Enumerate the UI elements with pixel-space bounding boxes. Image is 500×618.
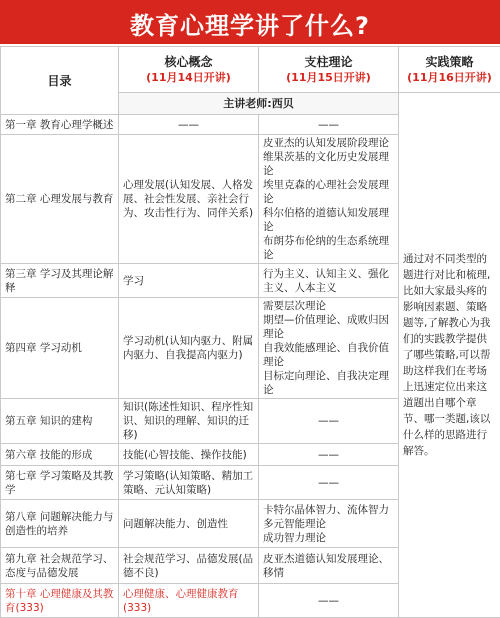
chapter-cell: 第二章 心理发展与教育 [1, 135, 119, 264]
teacher-label: 主讲老师:西贝 [119, 93, 399, 115]
theories-cell: 行为主义、认知主义、强化主义、人本主义 [259, 264, 399, 298]
theory-item: 需要层次理论 [263, 299, 394, 313]
concepts-cell: 心理健康、心理健康教育(333) [119, 584, 259, 618]
theory-item: 多元智能理论 [263, 517, 394, 531]
concepts-cell: 技能(心智技能、操作技能) [119, 444, 259, 466]
course-outline-table [0, 46, 500, 618]
header-row [1, 47, 500, 93]
theories-cell: —— [259, 399, 399, 444]
chapter-cell: 第一章 教育心理学概述 [1, 115, 119, 135]
theories-cell: —— [259, 444, 399, 466]
chapter-cell: 第六章 技能的形成 [1, 444, 119, 466]
contents-header: 目录 [1, 47, 119, 115]
concepts-cell: 学习 [119, 264, 259, 298]
column-header-concepts: 核心概念 (11月14日开讲) [119, 47, 259, 93]
theory-item: 布朗芬布伦纳的生态系统理论 [263, 234, 394, 262]
theories-cell [259, 298, 399, 399]
chapter-cell: 第九章 社会规范学习、态度与品德发展 [1, 548, 119, 584]
theory-item: 期望—价值理论、成败归因理论 [263, 313, 394, 341]
theory-item: 自我效能感理论、自我价值理论 [263, 341, 394, 369]
column-header-strategies: 实践策略 (11月16日开讲) [399, 47, 500, 93]
page-title: 教育心理学讲了什么? [0, 6, 500, 41]
concepts-cell: 学习策略(认知策略、精加工策略、元认知策略) [119, 466, 259, 500]
theory-item: 维果茨基的文化历史发展理论 [263, 150, 394, 178]
theory-item: 卡特尔晶体智力、流体智力 [263, 503, 394, 517]
theory-item: 目标定向理论、自我决定理论 [263, 369, 394, 397]
theories-cell: —— [259, 466, 399, 500]
chapter-cell: 第八章 问题解决能力与创造性的培养 [1, 500, 119, 548]
concepts-cell: 社会规范学习、品德发展(品德不良) [119, 548, 259, 584]
concepts-cell: 学习动机(认知内驱力、附属内驱力、自我提高内驱力) [119, 298, 259, 399]
theory-item: 皮亚杰的认知发展阶段理论 [263, 136, 394, 150]
theory-item: 科尔伯格的道德认知发展理论 [263, 206, 394, 234]
chapter-cell: 第四章 学习动机 [1, 298, 119, 399]
theories-cell [259, 135, 399, 264]
chapter-cell: 第十章 心理健康及其教育(333) [1, 584, 119, 618]
chapter-cell: 第五章 知识的建构 [1, 399, 119, 444]
concepts-cell: —— [119, 115, 259, 135]
concepts-cell: 问题解决能力、创造性 [119, 500, 259, 548]
theories-cell [259, 500, 399, 548]
theory-item: 成功智力理论 [263, 531, 394, 545]
strategy-cell: 通过对不同类型的题进行对比和梳理,比如大家最头疼的影响因素题、策略题等,了解教心为我们的实践教学提供了哪些策略,可以帮助这样我们在考场上迅速定位出来这道题出自哪个章节、哪一类题,该以什么样的思路进行解答。 [399, 93, 500, 618]
theories-cell: —— [259, 584, 399, 618]
theories-cell: 皮亚杰道德认知发展理论、移情 [259, 548, 399, 584]
title-banner [0, 0, 500, 44]
chapter-cell: 第七章 学习策略及其教学 [1, 466, 119, 500]
chapter-cell: 第三章 学习及其理论解释 [1, 264, 119, 298]
column-header-theories: 支柱理论 (11月15日开讲) [259, 47, 399, 93]
theory-item: 埃里克森的心理社会发展理论 [263, 178, 394, 206]
theories-cell: —— [259, 115, 399, 135]
concepts-cell: 知识(陈述性知识、程序性知识、知识的理解、知识的迁移) [119, 399, 259, 444]
concepts-cell: 心理发展(认知发展、人格发展、社会性发展、亲社会行为、攻击性行为、同伴关系) [119, 135, 259, 264]
